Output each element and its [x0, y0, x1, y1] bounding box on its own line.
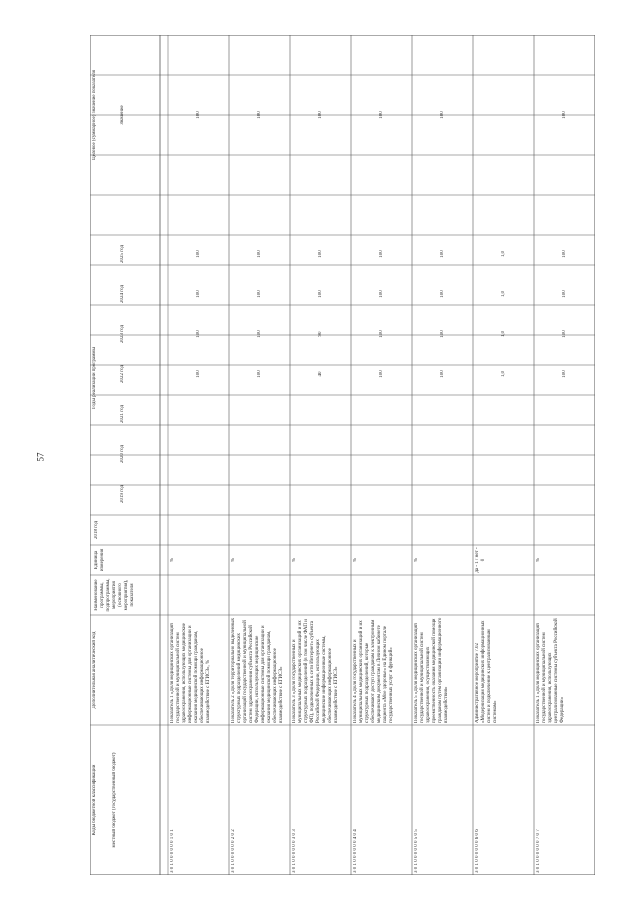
- row-value: [501, 395, 509, 433]
- row-value: 100: [378, 290, 384, 298]
- row-final-value: 100: [256, 111, 262, 119]
- row-value: [196, 475, 204, 513]
- row-codes: 3 0 1 0 0 0 0 0 0 7 0 7: [536, 829, 541, 873]
- row-codes: 3 0 1 0 0 0 0 0 0 4 0 4: [353, 829, 358, 873]
- row-value: 100: [378, 370, 384, 378]
- row-indicator-text: Показатель 5 «Доля медицинских организаций государственной и муниципальной систем здравоохранения, осуществляющих преемственность оказания медицинской помощи гражданам путем организации информационного взаимодействия»: [414, 617, 449, 723]
- row-final-value: 100: [378, 111, 384, 119]
- row-final-value: 100: [317, 111, 323, 119]
- row-value: 1,0: [500, 250, 506, 258]
- row-value: 100: [561, 370, 567, 378]
- base-year-header: 2018 год: [94, 520, 99, 540]
- final-group-header: Целевое (суммарное) значение показателя: [92, 70, 97, 160]
- row-value: 100: [195, 370, 201, 378]
- row-value: 100: [195, 290, 201, 298]
- row-value: 100: [195, 330, 201, 338]
- row-value: 1,0: [500, 370, 506, 378]
- row-value: 100: [256, 330, 262, 338]
- row-codes: 3 0 1 0 0 0 0 0 0 3 0 3: [292, 829, 297, 873]
- row-unit: %: [536, 557, 541, 563]
- row-value: [379, 395, 387, 433]
- row-value: 100: [256, 370, 262, 378]
- row-value: 100: [561, 250, 567, 258]
- row-unit: %: [170, 557, 175, 563]
- row-value: 100: [256, 250, 262, 258]
- year-header: 2019 год: [120, 484, 125, 504]
- row-value: 100: [439, 250, 445, 258]
- years-group-header: Годы реализации программы: [92, 347, 97, 409]
- row-value: [257, 395, 265, 433]
- row-unit: %: [231, 557, 236, 563]
- year-header: 2024 год: [120, 284, 125, 304]
- row-value: [318, 475, 326, 513]
- row-value: 100: [378, 330, 384, 338]
- unit-header: Единица измерения: [94, 548, 105, 572]
- row-value: [379, 435, 387, 473]
- row-value: [440, 435, 448, 473]
- row-value: [196, 395, 204, 433]
- row-value: [562, 475, 570, 513]
- row-value: 90: [317, 331, 323, 337]
- row-value: 100: [195, 250, 201, 258]
- row-final-value: 100: [439, 111, 445, 119]
- budget-class-header: Коды бюджетной классификации: [92, 764, 97, 836]
- page-number: 57: [35, 452, 46, 462]
- year-header: 2020 год: [120, 444, 125, 464]
- row-codes: 3 0 1 0 0 0 0 0 0 1 0 1: [170, 829, 175, 873]
- row-value: 100: [378, 250, 384, 258]
- row-value: [562, 435, 570, 473]
- row-value: 100: [439, 290, 445, 298]
- row-value: 100: [256, 290, 262, 298]
- row-value: [318, 395, 326, 433]
- row-value: 100: [561, 290, 567, 298]
- budget-sub-header: местный бюджет (государственный бюджет): [112, 752, 117, 848]
- row-value: [318, 435, 326, 473]
- row-indicator-text: Показатель 4 «Доля государственных и муниципальных медицинских организаций и их структурных подразделений, которые обеспечивают доступ гражданам к электронным медицинским документам в Личном кабинете пациента «Мое здоровье» на Едином портале государственных услуг и функций»: [353, 619, 394, 723]
- row-value: 100: [561, 330, 567, 338]
- row-value: [257, 475, 265, 513]
- indicator-title-header: Наименование программы, подпрограммы, мероприятия (основного мероприятия), показателя: [94, 578, 135, 612]
- row-indicator-text: Административное мероприятие 7.02 «Модернизация медицинских информационных систем и подключение к централизованным системам»: [475, 620, 498, 723]
- row-value: 100: [317, 290, 323, 298]
- row-unit: да - 1 / нет - 0: [475, 547, 486, 573]
- row-unit: %: [414, 557, 419, 563]
- year-header: 2021 год: [120, 404, 125, 424]
- row-final-value: [501, 37, 509, 193]
- row-value: [379, 475, 387, 513]
- row-codes: 3 0 1 0 0 0 0 0 0 2 0 2: [231, 829, 236, 873]
- row-final-value: 100: [195, 111, 201, 119]
- row-value: 1,0: [500, 290, 506, 298]
- year-header: 2025 год: [120, 244, 125, 264]
- row-indicator-text: Показатель 1 «Доля медицинских организаций государственной и муниципальной систем здравоохранения, использующих централизованные системы субъекта Российской Федерации»: [536, 618, 565, 723]
- row-value: 100: [439, 370, 445, 378]
- row-value: 1,0: [500, 330, 506, 338]
- row-value: [257, 435, 265, 473]
- final-value-header: Значение: [120, 105, 125, 125]
- row-indicator-text: Показатель 1 «Доля медицинских организаций государственной и муниципальной систем здравоохранения, использующих медицинские информационные системы для организации и оказания медицинской помощи гражданам, обеспечивающих информационное взаимодействие с ЕГИСЗ», %: [170, 623, 211, 723]
- extra-class-header: Дополнительная аналитический код: [92, 631, 97, 709]
- row-codes: 3 0 1 0 0 0 0 0 0 6 0 6: [475, 829, 480, 873]
- rotated-table: [90, 35, 595, 875]
- row-value: 40: [317, 371, 323, 377]
- row-value: [562, 395, 570, 433]
- row-unit: %: [292, 557, 297, 563]
- row-indicator-text: Показатель 3 «Доля государственных и муниципальных медицинских организаций и их структурных подразделений (в том числе ФАП и ФП), подключенных к сети Интернет» субъекта Российской Федерации, использующих медицинские информационные системы, обеспечивающих информационное взаимодействие с ЕГИСЗ»: [292, 619, 339, 723]
- row-value: [501, 475, 509, 513]
- row-final-value: 100: [561, 111, 567, 119]
- row-value: [196, 435, 204, 473]
- row-codes: 3 0 1 0 0 0 0 0 0 5 0 5: [414, 829, 419, 873]
- row-unit: %: [353, 557, 358, 563]
- row-indicator-text: Показатель 2 «Доля территориально выделенных структурных подразделений медицинских организаций государственной и муниципальной систем здравоохранения субъекта Российской Федерации, использующих медицинские информационные системы для организации и оказания медицинской помощи гражданам, обеспечивающих информационное взаимодействие с ЕГИСЗ»: [231, 617, 284, 723]
- row-value: 100: [439, 330, 445, 338]
- row-value: [440, 475, 448, 513]
- row-value: [440, 395, 448, 433]
- year-header: 2022 год: [120, 364, 125, 384]
- row-value: 100: [317, 250, 323, 258]
- row-value: [501, 435, 509, 473]
- year-header: 2023 год: [120, 324, 125, 344]
